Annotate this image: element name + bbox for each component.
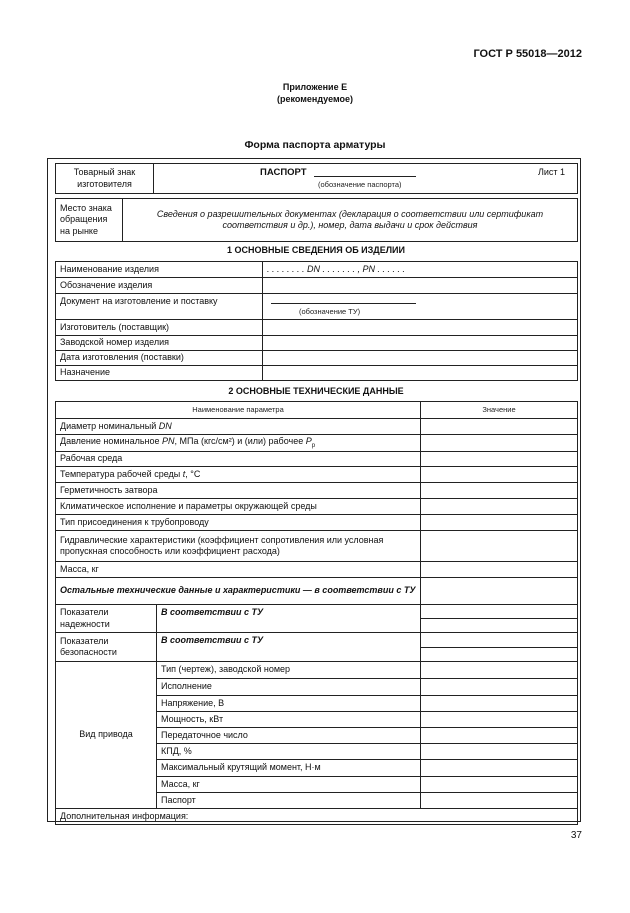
s1-row-label: Назначение [56,366,263,381]
param-value [421,483,578,499]
drive-item: Паспорт [157,793,421,809]
s1-row-value [263,336,578,351]
param-value [421,562,578,578]
tu-hint: (обозначение ТУ) [299,307,361,316]
drive-item: Передаточное число [157,728,421,744]
section1-title: 1 ОСНОВНЫЕ СВЕДЕНИЯ ОБ ИЗДЕЛИИ [227,245,405,255]
trademark-label: Товарный знак изготовителя [56,164,154,194]
s1-row-value [263,366,578,381]
section2-table [55,401,578,825]
drive-item: Масса, кг [157,777,421,793]
param-value [421,728,578,744]
param-row-hydraulic: Гидравлические характеристики (коэффициент сопротивления или условная пропускная способность или коэффициент расхода) [56,531,421,562]
drive-item: Напряжение, В [157,696,421,712]
safety-value: В соответствии с ТУ [157,633,421,662]
safety-label: Показатели безопасности [56,633,157,662]
market-mark-table [55,198,578,242]
passport-number-line [314,176,416,177]
s1-row-label: Обозначение изделия [56,278,263,294]
page-number: 37 [570,830,582,841]
param-value [421,712,578,728]
param-value [421,515,578,531]
s1-row-label: Наименование изделия [56,262,263,278]
s1-row-label: Изготовитель (поставщик) [56,320,263,336]
passport-cell [154,164,578,194]
param-value [421,696,578,712]
col-value-header: Значение [421,402,578,419]
additional-info: Дополнительная информация: [56,809,578,825]
param-value [421,793,578,809]
param-value [421,499,578,515]
param-row: Климатическое исполнение и параметры окружающей среды [56,499,421,515]
mark-text: Сведения о разрешительных документах (декларация о соответствии или сертификат соответствия и др.), номер, дата выдачи и срок действия [123,199,578,242]
passport-hint: (обозначение паспорта) [318,180,402,189]
tu-line [271,303,416,304]
s1-row-value [263,351,578,366]
param-value [421,435,578,452]
col-param-header: Наименование параметра [56,402,421,419]
form-title: Форма паспорта арматуры [244,139,386,151]
s1-row-label: Заводской номер изделия [56,336,263,351]
passport-label: ПАСПОРТ [260,167,307,178]
param-row: Масса, кг [56,562,421,578]
s1-name-value: . . . . . . . . DN . . . . . . . , PN . . . . . . [263,262,578,278]
drive-item: КПД, % [157,744,421,760]
param-value [421,467,578,483]
s1-row-label: Дата изготовления (поставки) [56,351,263,366]
mark-label: Место знака обращения на рынке [56,199,123,242]
s1-row-value [263,278,578,294]
param-row: Герметичность затвора [56,483,421,499]
drive-label: Вид привода [56,662,157,809]
param-value [421,648,578,662]
section1-table [55,261,578,381]
param-value [421,777,578,793]
param-value [421,662,578,679]
param-value [421,619,578,633]
appendix-subtitle: (рекомендуемое) [277,94,353,104]
param-value [421,578,578,605]
param-row: Давление номинальное PN, МПа (кгс/см²) и (или) рабочее $P_р$ [56,435,421,452]
param-row: Диаметр номинальный DN [56,419,421,435]
section2-title: 2 ОСНОВНЫЕ ТЕХНИЧЕСКИЕ ДАННЫЕ [228,386,404,396]
passport-header-table [55,163,578,194]
param-value [421,419,578,435]
param-value [421,679,578,696]
s1-tu-cell [263,294,578,320]
param-row: Тип присоединения к трубопроводу [56,515,421,531]
param-value [421,744,578,760]
param-value [421,760,578,777]
param-row: Рабочая среда [56,452,421,467]
s1-row-label: Документ на изготовление и поставку [56,294,263,320]
reliability-label: Показатели надежности [56,605,157,633]
s1-row-value [263,320,578,336]
drive-item: Максимальный крутящий момент, Н·м [157,760,421,777]
sheet-label: Лист 1 [537,167,565,177]
standard-number: ГОСТ Р 55018—2012 [473,48,582,60]
appendix-title: Приложение Е [282,82,348,92]
drive-item: Тип (чертеж), заводской номер [157,662,421,679]
reliability-value: В соответствии с ТУ [157,605,421,633]
param-row: Температура рабочей среды t, °С [56,467,421,483]
param-value [421,633,578,648]
drive-item: Исполнение [157,679,421,696]
drive-item: Мощность, кВт [157,712,421,728]
param-value [421,605,578,619]
param-value [421,531,578,562]
param-value [421,452,578,467]
param-row-other: Остальные технические данные и характеристики — в соответствии с ТУ [56,578,421,605]
